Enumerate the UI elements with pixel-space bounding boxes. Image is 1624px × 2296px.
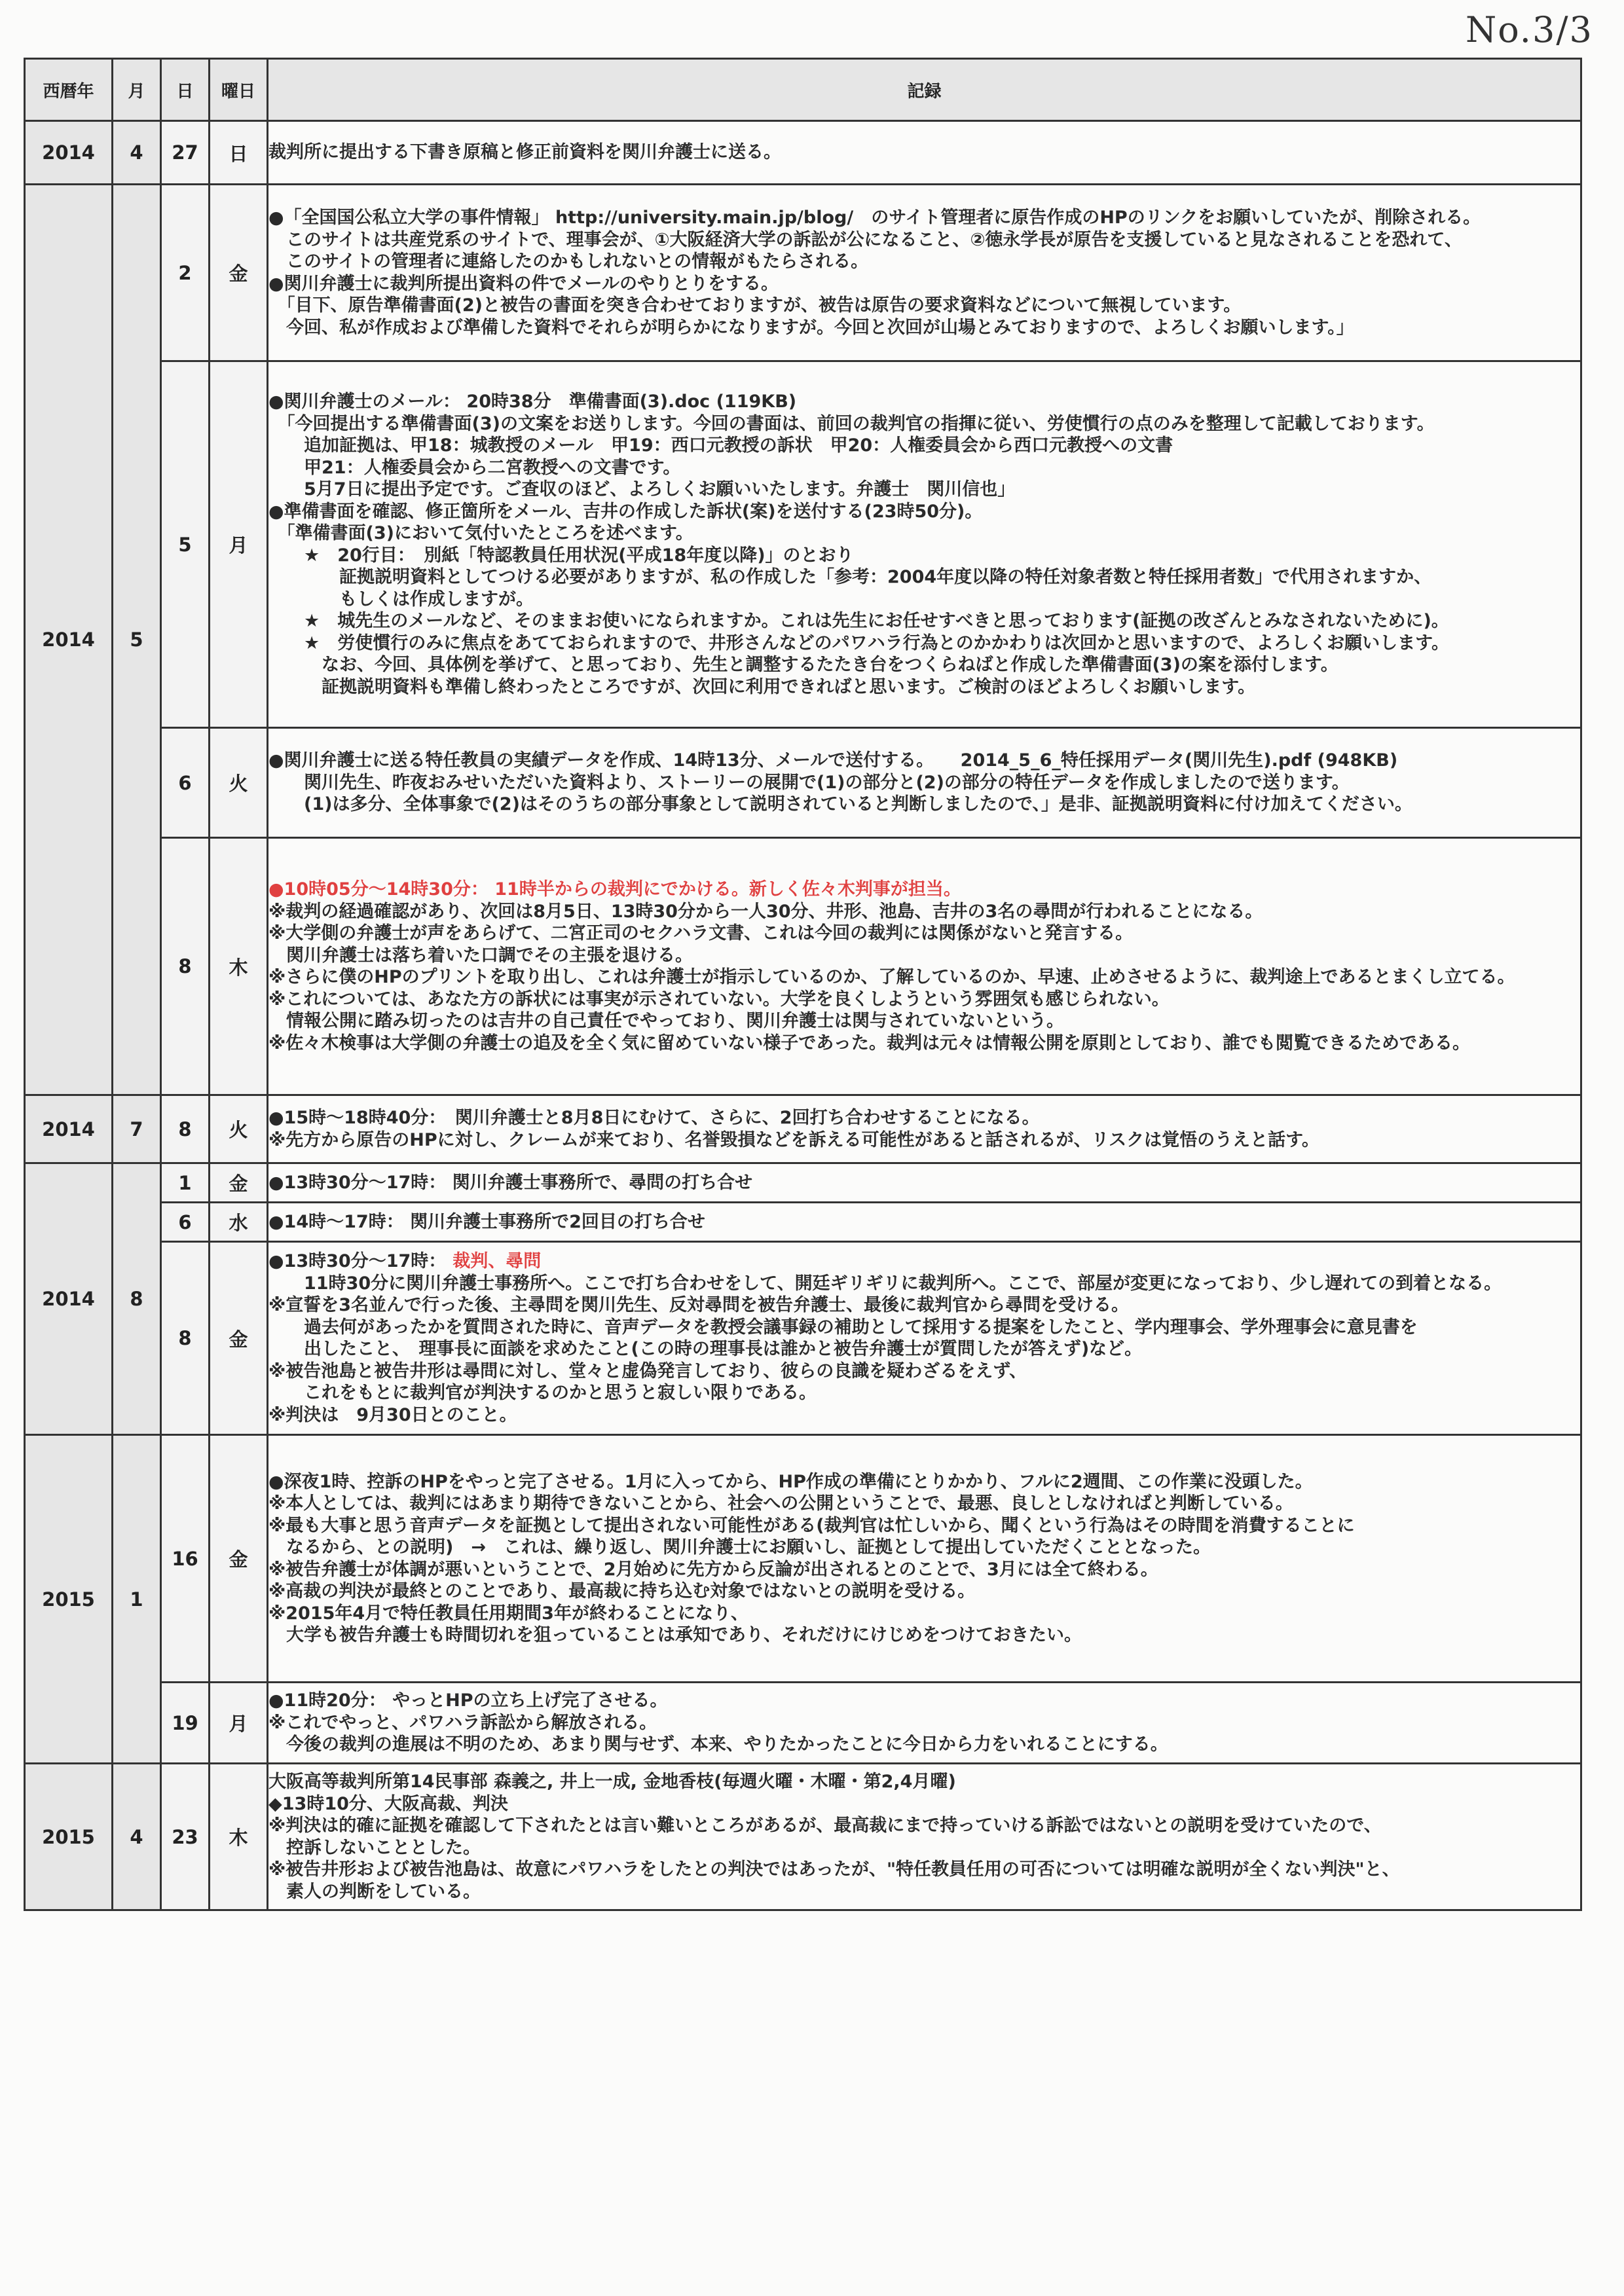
- record-line-text: ◆13時10分、大阪高裁、判決: [268, 1793, 508, 1814]
- record-line-text: 情報公開に踏み切ったのは吉井の自己責任でやっており、関川弁護士は関与されていないという。: [268, 1011, 1064, 1031]
- record-line: [268, 1690, 1580, 1712]
- record-line: [268, 545, 1580, 567]
- record-line-text: ●関川弁護士に裁判所提出資料の件でメールのやりとりをする。: [268, 273, 779, 294]
- record-line-text: ●「全国国公私立大学の事件情報」 http://university.main.jp/blog/ のサイト管理者に原告作成のHPのリンクをお願いしていたが、削除される。: [268, 208, 1481, 228]
- record-line: [268, 879, 1580, 901]
- record-line-text: 「準備書面(3)において気付いたところを述べます。: [268, 523, 693, 543]
- day-cell: 1: [161, 1163, 210, 1203]
- record-line: [268, 989, 1580, 1011]
- table-row: [25, 1435, 1581, 1683]
- record-line: [268, 793, 1580, 816]
- month-cell: 8: [113, 1163, 161, 1435]
- record-line: [268, 1250, 1580, 1273]
- header-month: 月: [113, 59, 161, 121]
- record-line-text: 大学も被告弁護士も時間切れを狙っていることは承知であり、それだけにけじめをつけておきたい。: [268, 1625, 1082, 1645]
- record-line: [268, 1793, 1580, 1815]
- header-weekday: 曜日: [210, 59, 268, 121]
- year-cell: 2014: [25, 1163, 113, 1435]
- record-line-text: ※佐々木検事は大学側の弁護士の追及を全く気に留めていない様子であった。裁判は元々は情報公開を原則としており、誰でも閲覧できるためである。: [268, 1032, 1470, 1053]
- day-cell: 6: [161, 728, 210, 838]
- record-line: [268, 1734, 1580, 1756]
- year-cell: 2015: [25, 1435, 113, 1764]
- record-line-text: ★ 20行目： 別紙「特認教員任用状況(平成18年度以降)」のとおり: [268, 545, 854, 566]
- record-line: [268, 229, 1580, 251]
- month-cell: 1: [113, 1435, 161, 1764]
- record-line: [268, 1273, 1580, 1295]
- record-line: [268, 1172, 1580, 1194]
- record-line: [268, 207, 1580, 229]
- record-line-text: 控訴しないこととした。: [268, 1837, 481, 1858]
- record-line: [268, 251, 1580, 273]
- record-line-text: これをもとに裁判官が判決するのかと思うと寂しい限りである。: [268, 1383, 817, 1403]
- record-line-text: なお、今回、具体例を挙げて、と思っており、先生と調整するたたき台をつくらねばと作成した準備書面(3)の案を添付します。: [268, 655, 1338, 675]
- record-line: [268, 141, 1580, 164]
- record-line-text: このサイトの管理者に連絡したのかもしれないとの情報がもたらされる。: [268, 251, 869, 272]
- day-cell: 23: [161, 1764, 210, 1910]
- record-line-text: ●15時～18時40分： 関川弁護士と8月8日にむけて、さらに、2回打ち合わせすることになる。: [268, 1108, 1040, 1128]
- record-cell: [268, 1683, 1581, 1764]
- record-line: [268, 1471, 1580, 1493]
- weekday-cell: 水: [210, 1203, 268, 1242]
- record-line-text: ●準備書面を確認、修正箇所をメール、吉井の作成した訴状(案)を送付する(23時50分)。: [268, 501, 983, 522]
- record-cell: [268, 1095, 1581, 1163]
- record-line: [268, 1815, 1580, 1837]
- record-line-text: なるから、との説明) → これは、繰り返し、関川弁護士にお願いし、証拠として提出していただくこととなった。: [268, 1537, 1211, 1558]
- record-cell: [268, 1764, 1581, 1910]
- record-line: [268, 1493, 1580, 1515]
- table-row: [25, 1095, 1581, 1163]
- record-line-text: ※判決は 9月30日とのこと。: [268, 1404, 517, 1425]
- header-record: 記録: [268, 59, 1581, 121]
- record-cell: [268, 1435, 1581, 1683]
- record-line-text: ※被告井形および被告池島は、故意にパワハラをしたとの判決ではあったが、"特任教員任用の可否については明確な説明が全くない判決"と、: [268, 1859, 1400, 1880]
- record-line-text: ●13時30分～17時： 関川弁護士事務所で、尋問の打ち合せ: [268, 1172, 753, 1193]
- record-line: [268, 295, 1580, 317]
- record-line: [268, 945, 1580, 967]
- record-line-text: ※大学側の弁護士が声をあらげて、二宮正司のセクハラ文書、これは今回の裁判には関係がないと発言する。: [268, 923, 1134, 943]
- table-row: [25, 185, 1581, 361]
- month-cell: 4: [113, 1764, 161, 1910]
- table-row: [25, 838, 1581, 1095]
- record-line: [268, 1859, 1580, 1881]
- record-line-text: 5月7日に提出予定です。ご査収のほど、よろしくお願いいたします。弁護士 関川信也」: [268, 479, 1016, 500]
- record-line-text: 11時30分に関川弁護士事務所へ。ここで打ち合わせをして、開廷ギリギリに裁判所へ。ここで、部屋が変更になっており、少し遅れての到着となる。: [268, 1273, 1502, 1294]
- record-line: [268, 522, 1580, 545]
- record-line: [268, 1211, 1580, 1233]
- record-line-text: ※判決は的確に証拠を確認して下されたとは言い難いところがあるが、最高裁にまで持っていける訴訟ではないとの説明を受けていたので、: [268, 1815, 1382, 1836]
- record-line-text: ●関川弁護士のメール： 20時38分 準備書面(3).doc (119KB): [268, 392, 797, 412]
- weekday-cell: 金: [210, 185, 268, 361]
- record-line-text: ※これについては、あなた方の訴状には事実が示されていない。大学を良くしようという雰囲気も感じられない。: [268, 989, 1170, 1010]
- table-row: [25, 1163, 1581, 1203]
- record-line: [268, 273, 1580, 295]
- weekday-cell: 火: [210, 1095, 268, 1163]
- table-row: [25, 1242, 1581, 1435]
- record-line-text: (1)は多分、全体事象で(2)はそのうちの部分事象として説明されていると判断しましたので、」是非、証拠説明資料に付け加えてください。: [268, 794, 1412, 815]
- day-cell: 6: [161, 1203, 210, 1242]
- record-line-text: 「今回提出する準備書面(3)の文案をお送りします。今回の書面は、前回の裁判官の指揮に従い、労使慣行の点のみを整理して記載しております。: [268, 413, 1435, 434]
- record-cell: [268, 185, 1581, 361]
- record-line: [268, 501, 1580, 523]
- record-line-text: ※高裁の判決が最終とのことであり、最高裁に持ち込む対象ではないとの説明を受ける。: [268, 1581, 976, 1601]
- record-line: [268, 566, 1580, 589]
- record-line: [268, 1032, 1580, 1055]
- record-line-text: ★ 城先生のメールなど、そのままお使いになられますか。これは先生にお任せすべきと思っております(証拠の改ざんとみなされないために)。: [268, 611, 1449, 631]
- table-row: [25, 121, 1581, 185]
- month-cell: 7: [113, 1095, 161, 1163]
- record-line-text: 証拠説明資料としてつける必要がありますが、私の作成した「参考：2004年度以降の特任対象者数と特任採用者数」で代用されますか、: [268, 567, 1432, 587]
- record-line: [268, 435, 1580, 457]
- weekday-cell: 金: [210, 1242, 268, 1435]
- record-line-text: 過去何があったかを質問された時に、音声データを教授会議事録の補助として採用する提案をしたこと、学内理事会、学外理事会に意見書を: [268, 1317, 1418, 1338]
- record-line-text: ※さらに僕のHPのプリントを取り出し、これは弁護士が指示しているのか、了解しているのか、早速、止めさせるように、裁判途上であるとまくし立てる。: [268, 967, 1515, 987]
- weekday-cell: 金: [210, 1435, 268, 1683]
- record-line: [268, 317, 1580, 339]
- record-table: [24, 58, 1582, 1911]
- record-line: [268, 1338, 1580, 1360]
- table-row: [25, 728, 1581, 838]
- record-line-text: 出したこと、 理事長に面談を求めたこと(この時の理事長は誰かと被告弁護士が質問したが答えず)など。: [268, 1339, 1143, 1359]
- day-cell: 16: [161, 1435, 210, 1683]
- record-line: [268, 1559, 1580, 1581]
- record-line-text: 証拠説明資料も準備し終わったところですが、次回に利用できればと思います。ご検討のほどよろしくお願いします。: [268, 676, 1256, 697]
- record-line-text: 裁判所に提出する下書き原稿と修正前資料を関川弁護士に送る。: [268, 142, 781, 163]
- day-cell: 8: [161, 1095, 210, 1163]
- record-line-text: ※宣誓を3名並んで行った後、主尋問を関川先生、反対尋問を被告弁護士、最後に裁判官から尋問を受ける。: [268, 1295, 1130, 1315]
- record-line: [268, 479, 1580, 501]
- record-cell: [268, 838, 1581, 1095]
- record-line: [268, 1515, 1580, 1537]
- record-line-text: ※裁判の経過確認があり、次回は8月5日、13時30分から一人30分、井形、池島、吉井の3名の尋問が行われることになる。: [268, 901, 1263, 922]
- record-line: [268, 1010, 1580, 1032]
- day-cell: 5: [161, 361, 210, 728]
- record-line: [268, 676, 1580, 699]
- record-line: [268, 1712, 1580, 1734]
- record-cell: [268, 121, 1581, 185]
- record-line-text: ●13時30分～17時：: [268, 1251, 447, 1271]
- record-line-text: 関川弁護士は落ち着いた口調でその主張を退ける。: [268, 945, 693, 966]
- record-line: [268, 1129, 1580, 1152]
- record-line: [268, 1537, 1580, 1559]
- year-cell: 2015: [25, 1764, 113, 1910]
- record-line-text: ※2015年4月で特任教員任用期間3年が終わることになり、: [268, 1603, 748, 1624]
- record-line: [268, 1603, 1580, 1625]
- weekday-cell: 月: [210, 1683, 268, 1764]
- record-line: [268, 1360, 1580, 1383]
- record-line-highlight: 裁判、尋問: [452, 1251, 542, 1271]
- record-line-text: 今後の裁判の進展は不明のため、あまり関与せず、本来、やりたかったことに今日から力をいれることにする。: [268, 1734, 1168, 1755]
- record-line: [268, 1881, 1580, 1903]
- record-line: [268, 1771, 1580, 1793]
- weekday-cell: 月: [210, 361, 268, 728]
- record-body: [25, 121, 1581, 1910]
- record-line-text: ※被告池島と被告井形は尋問に対し、堂々と虚偽発言しており、彼らの良識を疑わざるをえず、: [268, 1360, 1027, 1381]
- day-cell: 19: [161, 1683, 210, 1764]
- header-day: 日: [161, 59, 210, 121]
- record-line-text: ●深夜1時、控訴のHPをやっと完了させる。1月に入ってから、HP作成の準備にとりかかり、フルに2週間、この作業に没頭した。: [268, 1471, 1313, 1492]
- record-line: [268, 1382, 1580, 1404]
- record-line-text: 素人の判断をしている。: [268, 1881, 481, 1902]
- record-line-text: ※被告弁護士が体調が悪いということで、2月始めに先方から反論が出されるとのことで、3月には全て終わる。: [268, 1559, 1158, 1580]
- year-cell: 2014: [25, 1095, 113, 1163]
- record-line-text: 「目下、原告準備書面(2)と被告の書面を突き合わせておりますが、被告は原告の要求資料などについて無視しています。: [268, 295, 1242, 316]
- record-line: [268, 750, 1580, 772]
- record-line: [268, 1837, 1580, 1859]
- record-line: [268, 1294, 1580, 1317]
- record-line-text: 追加証拠は、甲18：城教授のメール 甲19：西口元教授の訴状 甲20：人権委員会から西口元教授への文書: [268, 435, 1173, 456]
- table-row: [25, 361, 1581, 728]
- record-line: [268, 457, 1580, 479]
- weekday-cell: 木: [210, 838, 268, 1095]
- record-line: [268, 901, 1580, 923]
- record-line: [268, 589, 1580, 611]
- weekday-cell: 火: [210, 728, 268, 838]
- record-line-text: ※本人としては、裁判にはあまり期待できないことから、社会への公開ということで、最悪、良しとしなければと判断している。: [268, 1493, 1293, 1514]
- record-line: [268, 922, 1580, 945]
- record-line: [268, 772, 1580, 794]
- record-line: [268, 632, 1580, 655]
- record-line-text: ●10時05分～14時30分： 11時半からの裁判にでかける。新しく佐々木判事が担当。: [268, 879, 961, 900]
- record-cell: [268, 728, 1581, 838]
- record-cell: [268, 1163, 1581, 1203]
- record-line-text: このサイトは共産党系のサイトで、理事会が、①大阪経済大学の訴訟が公になること、②徳永学長が原告を支援していると見なされることを恐れて、: [268, 229, 1462, 250]
- record-cell: [268, 1203, 1581, 1242]
- record-line: [268, 1317, 1580, 1339]
- record-line: [268, 966, 1580, 989]
- record-line: [268, 413, 1580, 435]
- record-cell: [268, 361, 1581, 728]
- record-line-text: ※先方から原告のHPに対し、クレームが来ており、名誉毀損などを訴える可能性があると話されるが、リスクは覚悟のうえと話す。: [268, 1129, 1320, 1150]
- record-line-text: 今回、私が作成および準備した資料でそれらが明らかになりますが。今回と次回が山場とみておりますので、よろしくお願いします。」: [268, 317, 1354, 338]
- day-cell: 8: [161, 838, 210, 1095]
- record-line-text: ●11時20分： やっとHPの立ち上げ完了させる。: [268, 1690, 668, 1711]
- record-line-text: 大阪高等裁判所第14民事部 森義之, 井上一成, 金地香枝(毎週火曜・木曜・第2,4月曜): [268, 1772, 956, 1792]
- weekday-cell: 日: [210, 121, 268, 185]
- record-line-text: もしくは作成しますが。: [268, 589, 534, 610]
- record-line-text: ●14時～17時： 関川弁護士事務所で2回目の打ち合せ: [268, 1211, 705, 1232]
- record-line-text: 甲21：人権委員会から二宮教授への文書です。: [268, 457, 681, 478]
- page-number: No.3/3: [1466, 9, 1593, 50]
- table-row: [25, 1203, 1581, 1242]
- record-line-text: ★ 労使慣行のみに焦点をあてておられますので、井形さんなどのパワハラ行為とのかかわりは次回かと思いますので、よろしくお願いします。: [268, 632, 1449, 653]
- table-row: [25, 1764, 1581, 1910]
- table-header-row: [25, 59, 1581, 121]
- record-line-text: ※最も大事と思う音声データを証拠として提出されない可能性がある(裁判官は忙しいから、聞くという行為はその時間を消費することに: [268, 1515, 1355, 1536]
- month-cell: 5: [113, 185, 161, 1095]
- year-cell: 2014: [25, 121, 113, 185]
- record-line-text: 関川先生、昨夜おみせいただいた資料より、ストーリーの展開で(1)の部分と(2)の部分の特任データを作成しましたので送ります。: [268, 772, 1350, 793]
- record-line: [268, 1107, 1580, 1129]
- table-row: [25, 1683, 1581, 1764]
- record-line: [268, 610, 1580, 632]
- record-line: [268, 1624, 1580, 1647]
- record-line: [268, 1580, 1580, 1603]
- record-line-text: ※これでやっと、パワハラ訴訟から解放される。: [268, 1712, 657, 1733]
- day-cell: 2: [161, 185, 210, 361]
- weekday-cell: 金: [210, 1163, 268, 1203]
- month-cell: 4: [113, 121, 161, 185]
- weekday-cell: 木: [210, 1764, 268, 1910]
- day-cell: 27: [161, 121, 210, 185]
- record-line: [268, 654, 1580, 676]
- record-cell: [268, 1242, 1581, 1435]
- record-line-text: ●関川弁護士に送る特任教員の実績データを作成、14時13分、メールで送付する。 2014_5_6_特任採用データ(関川先生).pdf (948KB): [268, 750, 1398, 771]
- record-line: [268, 391, 1580, 413]
- year-cell: 2014: [25, 185, 113, 1095]
- header-year: 西暦年: [25, 59, 113, 121]
- day-cell: 8: [161, 1242, 210, 1435]
- record-line: [268, 1404, 1580, 1427]
